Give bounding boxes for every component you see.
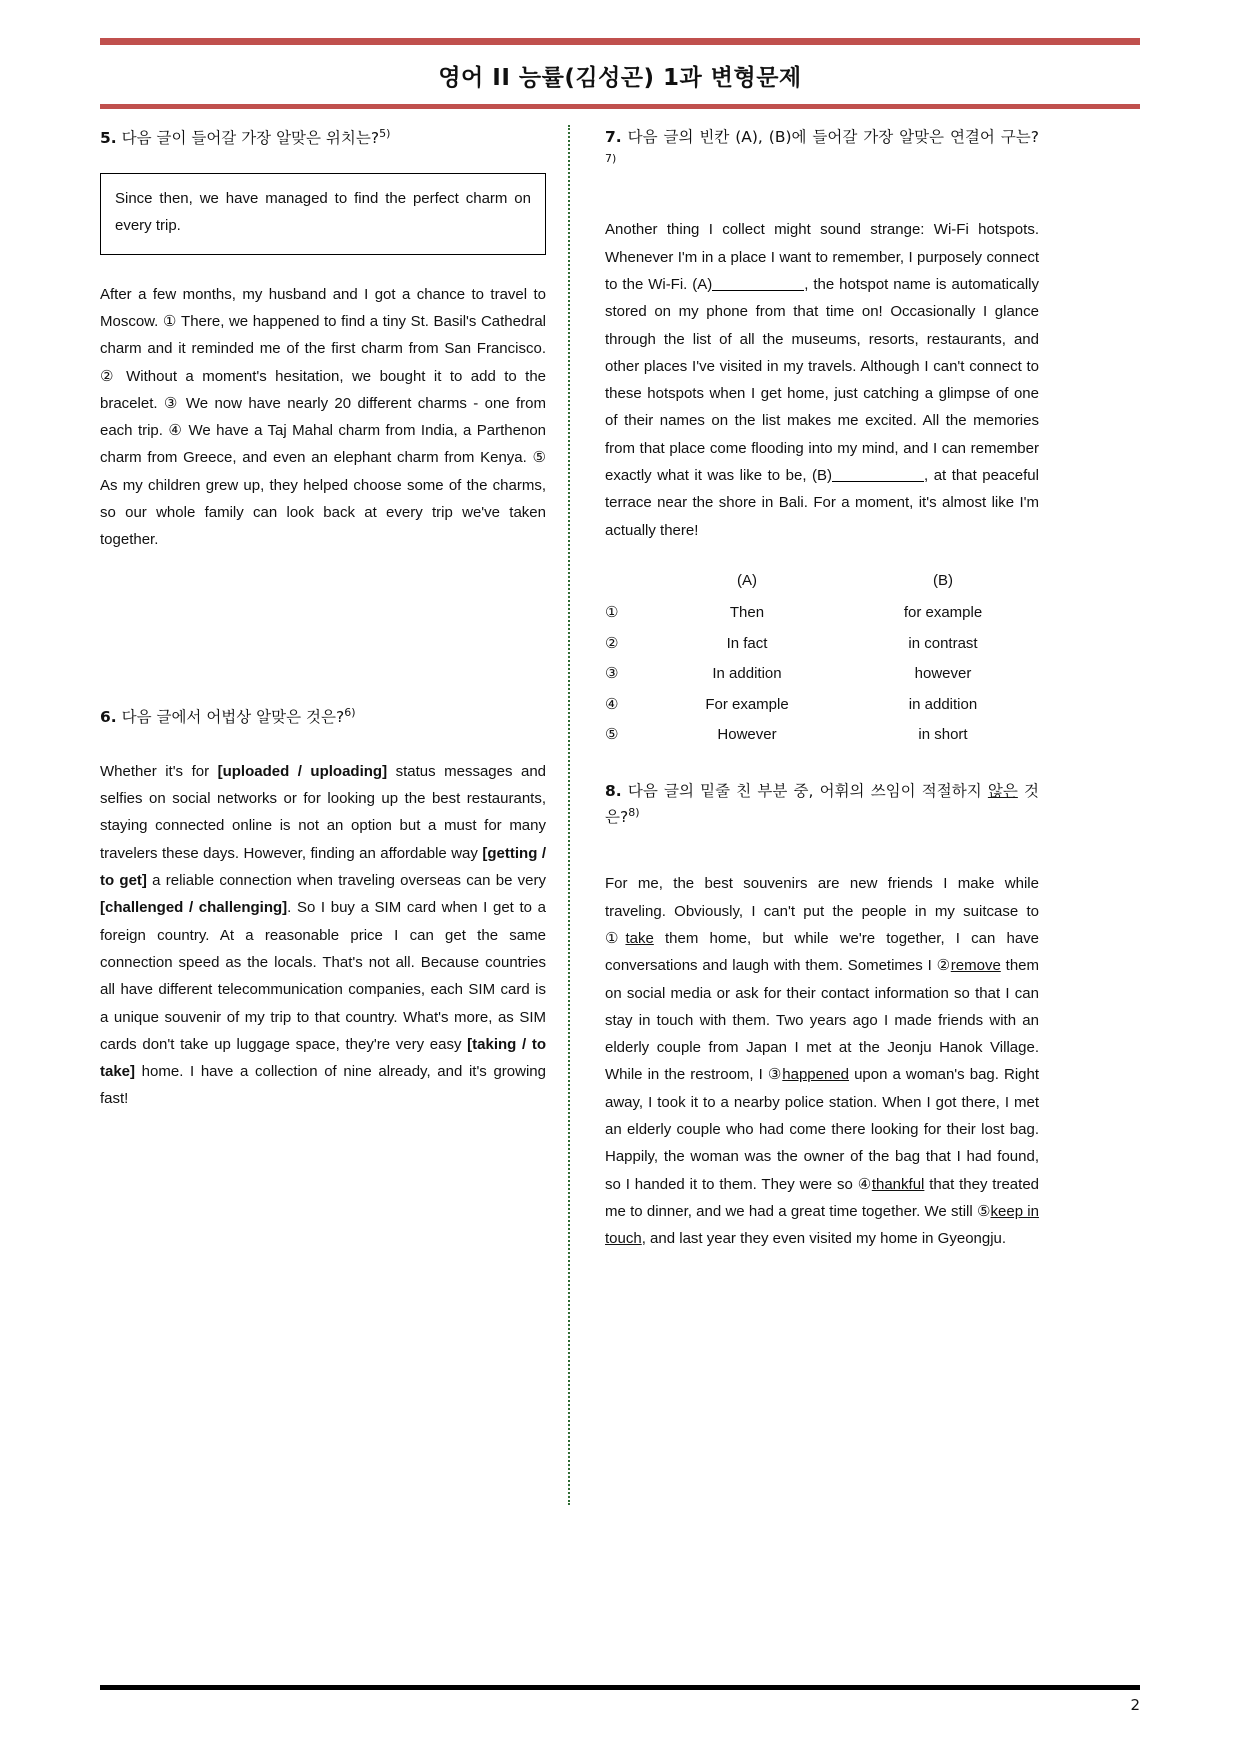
choice-marker-3: ③ (163, 394, 180, 412)
question-7 (605, 125, 1039, 751)
question-6-footnote: 6) (344, 705, 356, 719)
choice-marker-5: ⑤ (532, 449, 546, 467)
passage-text: them home, but while we're together, I can have conversations and laugh with them. Sometimes I (605, 929, 1039, 975)
choice-column-a-header: (A) (737, 571, 757, 589)
choice-marker-1: ① (162, 312, 177, 330)
passage-text: , at that peaceful terrace near the shore in Bali. For a moment, it's almost like I'm actually there! (605, 467, 1039, 539)
header-bottom-rule (100, 104, 1140, 109)
choice-value-b: in addition (908, 695, 978, 713)
blank-b (832, 481, 924, 482)
passage-text: . So I buy a SIM card when I get to a foreign country. At a reasonable price I can get the same connection speed as the locals. That's not all. Because countries all have different telecommunication companies, each SIM card is a unique souvenir of my trip to that country. What's more, as SIM cards don't take up luggage space, they're very easy (100, 899, 546, 1053)
question-8-prompt-rest: 것은? (605, 781, 1039, 827)
passage-text: upon a woman's bag. Right away, I took it to a nearby police station. When I got there, I met an elderly couple who had come there looking for their lost bag. Happily, the woman was the owner of the bag that I had found, so I handed it to them. They were so (605, 1066, 1040, 1193)
column-spacer (605, 761, 1039, 779)
grammar-choice-3: [challenged / challenging] (100, 899, 288, 917)
choice-marker-3: ③ (767, 1066, 783, 1084)
question-6 (100, 704, 546, 1113)
page-number: 2 (1130, 1696, 1140, 1714)
choice-table-header-row (605, 566, 1039, 599)
passage-text: Whether it's for (100, 762, 218, 780)
passage-text: Without a moment's hesitation, we bought it to add to the bracelet. (100, 367, 546, 412)
underlined-choice-5: keep in touch (605, 1202, 1039, 1248)
choice-value-b: for example (903, 604, 983, 622)
choice-marker: ③ (605, 665, 619, 683)
question-6-heading (100, 704, 546, 730)
choice-marker-4: ④ (168, 422, 184, 440)
question-6-number: 6. (100, 707, 117, 726)
question-7-prompt-line2: 구는? (1000, 128, 1039, 146)
passage-text: that they treated me to dinner, and we had a great time together. We still (605, 1175, 1040, 1220)
question-8-prompt-line1: 다음 글의 밑줄 친 부분 중, 어휘의 쓰임이 적절하지 (621, 781, 982, 800)
choice-value-b: in contrast (908, 634, 978, 652)
underlined-choice-4: thankful (871, 1175, 925, 1193)
choice-value-a: In addition (712, 665, 782, 683)
passage-text: status messages and selfies on social networks or for looking up the best restaurants, staying connected online is not an option but a must for many travelers these days. However, finding an affordable way (100, 762, 547, 862)
passage-text: a reliable connection when traveling overseas can be very (146, 872, 546, 890)
question-8-footnote: 8) (628, 806, 640, 820)
passage-text: , and last year they even visited my home in Gyeongju. (641, 1230, 1007, 1248)
choice-value-b: however (914, 665, 972, 683)
page-title: 영어 II 능률(김성곤) 1과 변형문제 (438, 65, 802, 91)
choice-marker: ① (605, 604, 619, 622)
underlined-choice-2: remove (950, 957, 1001, 975)
underlined-choice-1: take (625, 929, 654, 947)
grammar-choice-1: [uploaded / uploading] (217, 762, 388, 780)
passage-text: , the hotspot name is automatically stored on my phone from that time on! Occasionally I glance through the list of all the museums, resorts, restaurants, and other places I've visited in my travels. Although I can't connect to these hotspots when I get home, just catching a glimpse of one of their names on the list makes me excited. All the memories from that place come flooding into my mind, and I can remember exactly what it was like to be, (B) (605, 275, 1039, 485)
heading-gap (100, 740, 546, 758)
question-7-choice-table (605, 566, 1039, 751)
column-divider (568, 125, 571, 1505)
question-8 (605, 779, 1039, 1253)
question-5 (100, 125, 546, 554)
question-8-number: 8. (605, 781, 622, 800)
grammar-choice-4: [taking / to take] (100, 1035, 547, 1081)
question-8-prompt-underlined: 않은 (987, 781, 1018, 800)
two-column-body (100, 125, 1140, 1505)
header-top-rule (100, 38, 1140, 45)
question-7-prompt-line1: 다음 글의 빈칸 (A), (B)에 들어갈 가장 알맞은 연결어 (621, 128, 995, 146)
question-5-heading (100, 125, 546, 151)
choice-value-a: In fact (726, 634, 768, 652)
question-8-passage (605, 870, 1039, 1252)
choice-row-3[interactable] (605, 659, 1039, 690)
heading-gap (605, 840, 1039, 870)
choice-value-a: Then (729, 604, 765, 622)
page-footer (100, 1685, 1140, 1714)
question-7-number: 7. (605, 128, 622, 146)
question-7-heading (605, 125, 1039, 176)
question-7-passage (605, 216, 1039, 544)
question-6-passage (100, 758, 546, 1113)
passage-text: home. I have a collection of nine already, and it's growing fast! (100, 1063, 546, 1108)
passage-text: There, we happened to find a tiny St. Basil's Cathedral charm and it reminded me of the first charm from San Francisco. (100, 312, 546, 358)
passage-text: After a few months, my husband and I got a chance to travel to Moscow. (100, 285, 546, 330)
choice-marker: ⑤ (605, 726, 619, 744)
question-5-box-text: Since then, we have managed to find the perfect charm on every trip. (115, 190, 531, 234)
choice-marker-2: ② (100, 367, 118, 385)
choice-value-a: For example (705, 695, 789, 713)
choice-row-4[interactable] (605, 690, 1039, 721)
choice-row-1[interactable] (605, 598, 1039, 629)
question-8-heading (605, 779, 1039, 830)
passage-text: We have a Taj Mahal charm from India, a Parthenon charm from Greece, and even an elephant charm from Kenya. (100, 422, 547, 467)
choice-column-b-header: (B) (933, 571, 953, 589)
passage-text: We now have nearly 20 different charms - one from each trip. (100, 394, 546, 440)
right-column (579, 125, 1039, 1252)
passage-text: As my children grew up, they helped choose some of the charms, so our whole family can look back at every trip we've taken together. (100, 476, 546, 549)
question-5-box (100, 173, 546, 254)
choice-marker: ④ (605, 695, 619, 713)
passage-text: For me, the best souvenirs are new friends I make while traveling. Obviously, I can't put the people in my suitcase to (605, 875, 1039, 920)
blank-a (712, 290, 804, 291)
passage-text: Another thing I collect might sound strange: Wi-Fi hotspots. Whenever I'm in a place I want to remember, I purposely connect to the Wi-Fi. (A) (605, 221, 1039, 293)
choice-marker-5: ⑤ (976, 1202, 991, 1220)
passage-text: them on social media or ask for their contact information so that I can stay in touch with them. Two years ago I made friends with an elderly couple from Japan I met at the Jeonju Hanok Village. While in the restroom, I (605, 957, 1039, 1084)
choice-marker-header (605, 566, 647, 599)
choice-marker-4: ④ (857, 1175, 872, 1193)
choice-marker-1: ① (605, 929, 626, 947)
choice-row-5[interactable] (605, 720, 1039, 751)
choice-row-2[interactable] (605, 629, 1039, 660)
choice-marker: ② (605, 634, 619, 652)
question-5-passage (100, 281, 546, 554)
column-spacer (100, 554, 546, 704)
question-5-prompt: 다음 글이 들어갈 가장 알맞은 위치는? (116, 129, 380, 148)
question-5-footnote: 5) (379, 127, 391, 140)
grammar-choice-2: [getting / to get] (100, 844, 546, 890)
choice-value-b: in short (918, 726, 968, 744)
choice-marker-2: ② (936, 957, 951, 975)
question-6-prompt: 다음 글에서 어법상 알맞은 것은? (116, 707, 345, 726)
heading-gap (605, 186, 1039, 216)
question-7-footnote: 7) (605, 152, 617, 166)
question-5-number: 5. (100, 129, 117, 148)
choice-value-a: However (717, 726, 777, 744)
underlined-choice-3: happened (782, 1066, 850, 1084)
left-column (100, 125, 560, 1113)
